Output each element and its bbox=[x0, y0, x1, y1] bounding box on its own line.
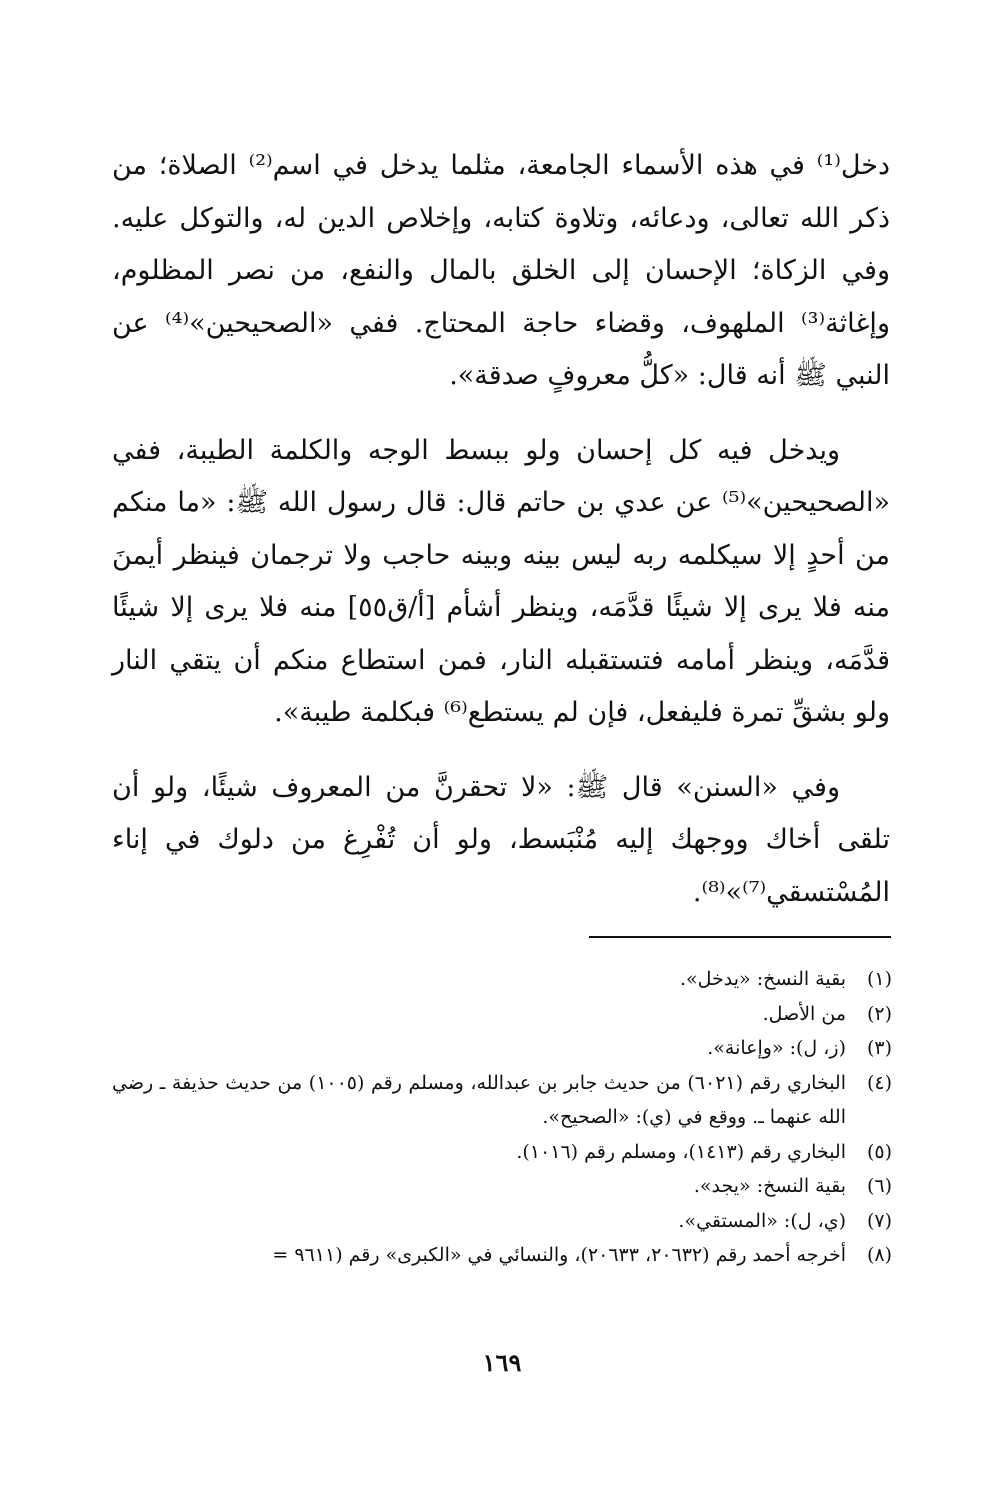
footnote-number: (٧) bbox=[866, 1209, 892, 1232]
footnote-text: البخاري رقم (١٤١٣)، ومسلم رقم (١٠١٦). bbox=[516, 1140, 846, 1163]
footnote-3 bbox=[112, 1031, 892, 1066]
footnote-number: (٦) bbox=[866, 1175, 892, 1197]
footnote-separator bbox=[589, 936, 891, 938]
footnote-text: بقية النسخ: «يجد». bbox=[693, 1175, 846, 1197]
footnote-2 bbox=[112, 997, 892, 1032]
footnote-text: (ز، ل): «وإعانة». bbox=[707, 1037, 846, 1059]
footnote-number: (٤) bbox=[866, 1071, 892, 1094]
footnote-text: (ي، ل): «المستقي». bbox=[678, 1209, 846, 1232]
footnote-number: (٥) bbox=[866, 1140, 892, 1163]
footnote-number: (٨) bbox=[866, 1244, 892, 1266]
footnotes-list bbox=[112, 962, 892, 1273]
footnote-5 bbox=[112, 1135, 892, 1170]
footnote-text: من الأصل. bbox=[762, 1002, 846, 1025]
footnote-number: (٣) bbox=[866, 1037, 892, 1059]
footnote-1 bbox=[112, 962, 892, 997]
footnote-text: البخاري رقم (٦٠٢١) من حديث جابر بن عبدالله، ومسلم رقم (١٠٠٥) من حديث حذيفة ـ رضي الله عنهما ـ. ووقع في (ي): «الصحيح». bbox=[112, 1071, 847, 1128]
footnote-4 bbox=[112, 1066, 892, 1135]
footnote-number: (١) bbox=[866, 968, 892, 990]
paragraph-1: دخل⁽¹⁾ في هذه الأسماء الجامعة، مثلما يدخل في اسم⁽²⁾ الصلاة؛ من ذكر الله تعالى، ودعائه، وتلاوة كتابه، وإخلاص الدين له، والتوكل عليه. وفي الزكاة؛ الإحسان إلى الخلق بالمال والنفع، من نصر المظلوم، وإغاثة⁽³⁾ الملهوف، وقضاء حاجة المحتاج. ففي «الصحيحين»⁽⁴⁾ عن النبي ﷺ أنه قال: «كلُّ معروفٍ صدقة». bbox=[112, 150, 890, 391]
footnote-7 bbox=[112, 1204, 892, 1239]
paragraph-3: وفي «السنن» قال ﷺ: «لا تحقرنَّ من المعروف شيئًا، ولو أن تلقى أخاك ووجهك إليه مُنْبَسط، ولو أن تُفْرِغ من دلوك في إناء المُسْتسقي⁽⁷⁾»⁽⁸⁾. bbox=[112, 771, 890, 908]
footnote-6 bbox=[112, 1169, 892, 1204]
paragraph-2: ويدخل فيه كل إحسان ولو ببسط الوجه والكلمة الطيبة، ففي «الصحيحين»⁽⁵⁾ عن عدي بن حاتم قال: قال رسول الله ﷺ: «ما منكم من أحدٍ إلا سيكلمه ربه ليس بينه وبينه حاجب ولا ترجمان فينظر أيمنَ منه فلا يرى إلا شيئًا قدَّمَه، وينظر أشأم [أ/ق٥٥] منه فلا يرى إلا شيئًا قدَّمَه، وينظر أمامه فتستقبله النار، فمن استطاع منكم أن يتقي النار ولو بشقِّ تمرة فليفعل، فإن لم يستطع⁽⁶⁾ فبكلمة طيبة». bbox=[112, 434, 891, 728]
main-text bbox=[112, 140, 890, 919]
footnote-text: أخرجه أحمد رقم (٢٠٦٣٢، ٢٠٦٣٣)، والنسائي في «الكبرى» رقم (٩٦١١ = bbox=[272, 1244, 846, 1266]
footnote-8 bbox=[112, 1238, 892, 1273]
footnote-text: بقية النسخ: «يدخل». bbox=[680, 968, 846, 990]
footnote-number: (٢) bbox=[866, 1002, 892, 1025]
page-number: ١٦٩ bbox=[482, 1348, 522, 1377]
